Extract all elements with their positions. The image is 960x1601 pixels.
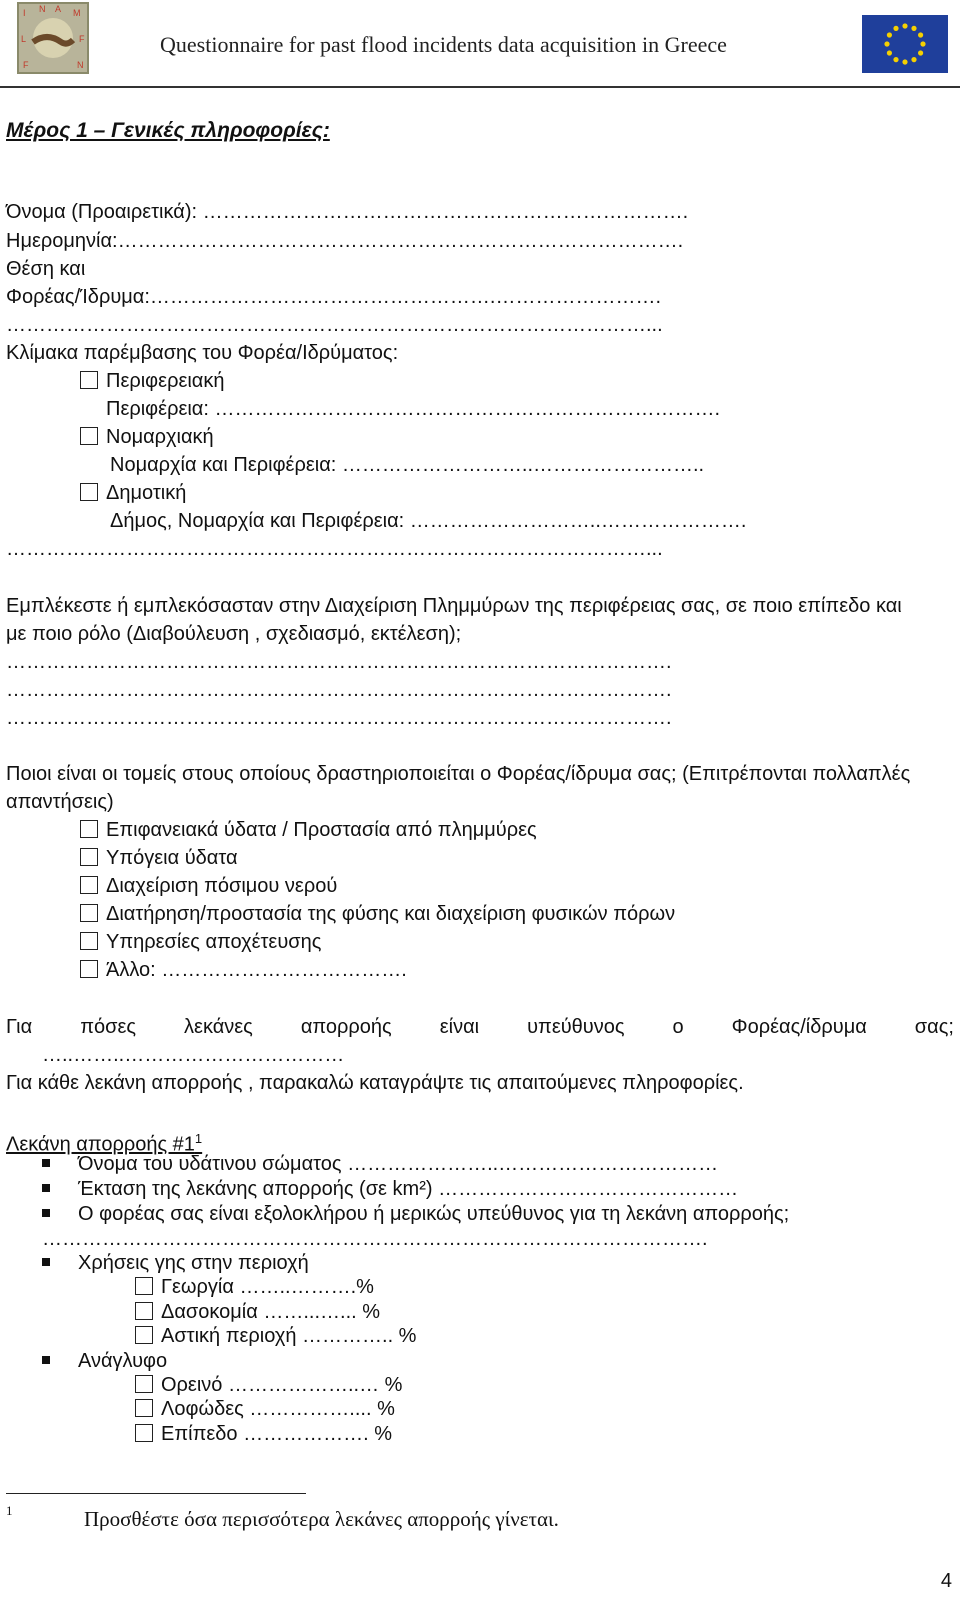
star-icon [918,50,923,55]
checkbox[interactable] [135,1424,153,1442]
basin-answer-line[interactable]: ………………………………………………………………………………………. [42,1228,708,1250]
name-field[interactable]: Όνομα (Προαιρετικά): ………………………………………………………………. [6,201,689,223]
basins-count-field[interactable]: …..……..…………………………… [42,1044,345,1066]
land-use-option[interactable]: Δασοκομία ……...…... % [135,1299,380,1325]
svg-text:A: A [55,4,62,14]
basins-question: Για πόσες λεκάνες απορροής είναι υπεύθυνος ο Φορέας/ίδρυμα σας; [6,1016,954,1038]
checkbox[interactable] [80,904,98,922]
star-icon [887,32,892,37]
involvement-question: Εμπλέκεστε ή εμπλεκόσασταν στην Διαχείριση Πλημμύρων της περιφέρειας σας, σε ποιο επίπεδο και [6,595,902,617]
sector-option[interactable]: Διαχείριση πόσιμου νερού [80,873,337,899]
footnote-text: Προσθέστε όσα περισσότερα λεκάνες απορροής γίνεται. [84,1507,559,1531]
checkbox[interactable] [80,427,98,445]
bullet-icon [42,1184,50,1192]
star-icon [887,50,892,55]
sector-option-other[interactable]: Άλλο: ………………………………. [80,957,407,983]
municipality-field[interactable]: Δήμος, Νομαρχία και Περιφέρεια: ………………………..…………………. [110,510,747,532]
option-municipal[interactable]: Δημοτική [80,480,186,506]
answer-line[interactable]: ………………………………………………………………………………………. [6,651,672,673]
svg-text:N: N [39,4,46,14]
basins-instruction: Για κάθε λεκάνη απορροής , παρακαλώ καταγράψτε τις απαιτούμενες πληροφορίες. [6,1072,744,1094]
sectors-question-cont: απαντήσεις) [6,791,114,813]
svg-text:F: F [23,60,29,70]
checkbox[interactable] [80,960,98,978]
basin-item[interactable]: Έκταση της λεκάνης απορροής (σε km²) ……………………………………… [42,1176,738,1202]
sector-option[interactable]: Υπηρεσίες αποχέτευσης [80,929,321,955]
basin-item: Ο φορέας σας είναι εξολοκλήρου ή μερικώς υπεύθυνος για τη λεκάνη απορροής; [42,1201,789,1227]
sectors-question: Ποιοι είναι οι τομείς στους οποίους δραστηριοποιείται ο Φορέας/ίδρυμα σας; (Επιτρέπονται πολλαπλές [6,763,911,785]
footnote-mark: 1 [6,1503,13,1518]
star-icon [902,59,907,64]
relief-option[interactable]: Λοφώδες …………….... % [135,1396,395,1422]
land-use-option[interactable]: Γεωργία ……..……….% [135,1274,374,1300]
relief-label: Ανάγλυφο [42,1348,167,1374]
position-label: Θέση και [6,258,86,280]
checkbox[interactable] [80,483,98,501]
document-header-title: Questionnaire for past flood incidents data acquisition in Greece [160,32,727,57]
option-regional[interactable]: Περιφερειακή [80,368,225,394]
checkbox[interactable] [135,1399,153,1417]
bullet-icon [42,1159,50,1167]
checkbox[interactable] [135,1277,153,1295]
checkbox[interactable] [135,1375,153,1393]
relief-option[interactable]: Επίπεδο ………………. % [135,1421,392,1447]
sector-option[interactable]: Διατήρηση/προστασία της φύσης και διαχείριση φυσικών πόρων [80,901,675,927]
checkbox[interactable] [135,1302,153,1320]
agency-field[interactable]: Φορέας/Ίδρυμα:…………………………………………….……………………. [6,286,662,308]
eu-flag-icon [862,15,948,73]
bullet-icon [42,1356,50,1364]
header-divider [0,86,960,88]
dots-line[interactable]: ……………………………………………………………………………………... [6,314,663,336]
land-use-label: Χρήσεις γης στην περιοχή [42,1250,309,1276]
option-prefectural[interactable]: Νομαρχιακή [80,424,214,450]
star-icon [884,41,889,46]
star-icon [911,26,916,31]
footnote-ref: 1 [194,1131,203,1146]
svg-text:F: F [79,34,85,44]
svg-text:I: I [23,8,26,18]
svg-text:M: M [73,8,81,18]
inamflf-logo-icon [17,2,89,74]
basin-heading: Λεκάνη απορροής $\#1^1$ [6,1131,203,1156]
scale-question: Κλίμακα παρέμβασης του Φορέα/Ιδρύματος: [6,342,399,364]
svg-text:L: L [21,34,27,44]
star-icon [893,57,898,62]
star-icon [902,23,907,28]
dots-line[interactable]: ……………………………………………………………………………………... [6,538,663,560]
region-field[interactable]: Περιφέρεια: …………………………………………………………………. [106,398,721,420]
sector-option[interactable]: Επιφανειακά ύδατα / Προστασία από πλημμύρες [80,817,537,843]
star-icon [920,41,925,46]
relief-option[interactable]: Ορεινό ………………..… % [135,1372,402,1398]
star-icon [893,26,898,31]
star-icon [918,32,923,37]
svg-text:N: N [77,60,84,70]
checkbox[interactable] [80,848,98,866]
land-use-option[interactable]: Αστική περιοχή ………….. % [135,1323,416,1349]
footnote-divider [6,1493,306,1494]
checkbox[interactable] [80,371,98,389]
answer-line[interactable]: ………………………………………………………………………………………. [6,679,672,701]
sector-option[interactable]: Υπόγεια ύδατα [80,845,238,871]
answer-line[interactable]: ………………………………………………………………………………………. [6,707,672,729]
page-number: 4 [940,1570,952,1592]
date-field[interactable]: Ημερομηνία:…………………………………………………………………………. [6,230,684,252]
star-icon [911,57,916,62]
involvement-question-cont: με ποιο ρόλο (Διαβούλευση , σχεδιασμό, εκτέλεση); [6,623,462,645]
bullet-icon [42,1209,50,1217]
prefecture-field[interactable]: Νομαρχία και Περιφέρεια: ………………………..…………………….. [110,454,705,476]
checkbox[interactable] [135,1326,153,1344]
section-title: Μέρος 1 – Γενικές πληροφορίες: [6,119,330,142]
basin-item[interactable]: Όνομα του υδάτινου σώματος …………………..…………………………… [42,1151,718,1177]
checkbox[interactable] [80,820,98,838]
bullet-icon [42,1258,50,1266]
checkbox[interactable] [80,932,98,950]
checkbox[interactable] [80,876,98,894]
